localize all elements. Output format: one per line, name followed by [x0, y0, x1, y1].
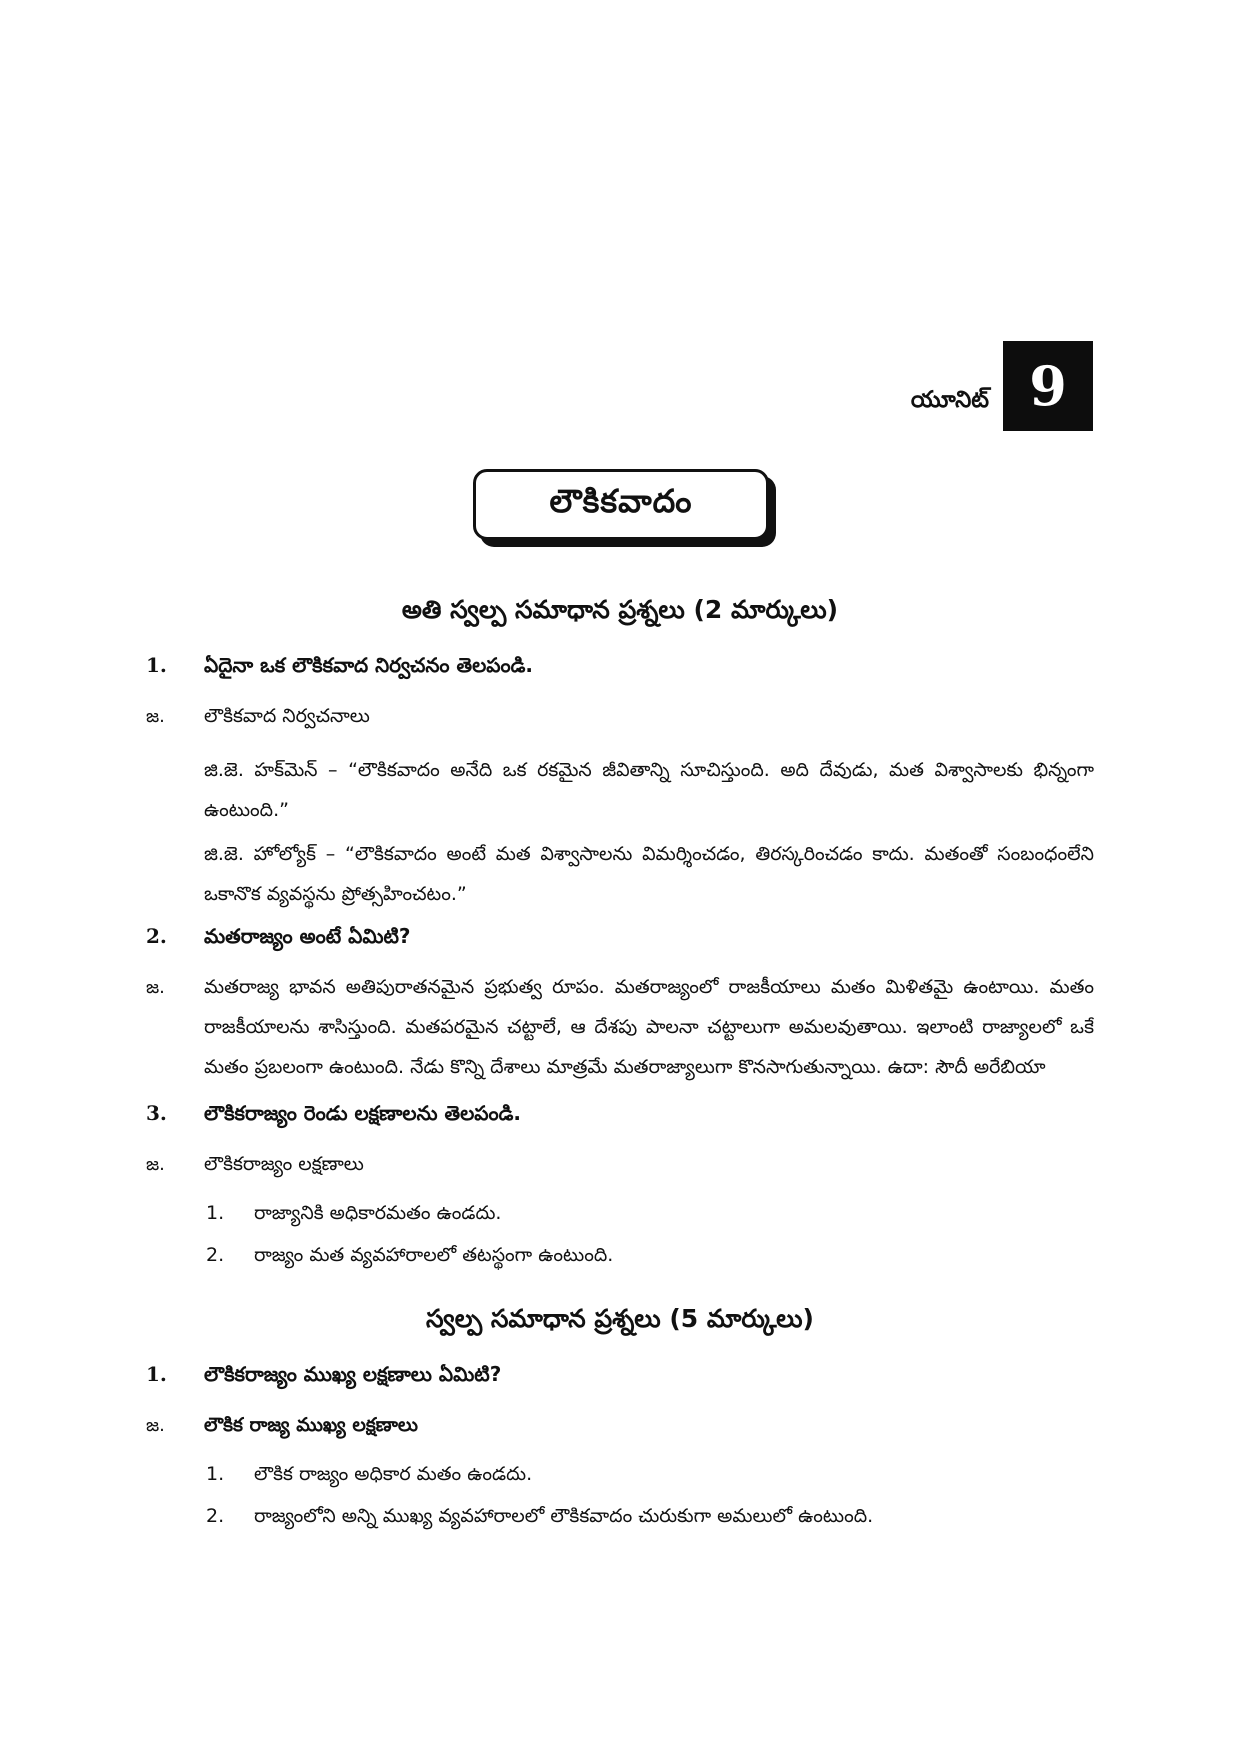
answer-marker: జ.	[146, 1415, 165, 1436]
answer-text: మతరాజ్య భావన అతిపురాతనమైన ప్రభుత్వ రూపం. మతరాజ్యంలో రాజకీయాలు మతం మిళితమై ఉంటాయి. మతం రాజకీయాలను శాసిస్తుంది. మతపరమైన చట్టాలే, ఆ దేశపు పాలనా చట్టాలుగా అమలవుతాయి. ఇలాంటి రాజ్యాలలో ఒకే మతం ప్రబలంగా ఉంటుంది. నేడు కొన్ని దేశాలు మాత్రమే మతరాజ్యాలుగా కొనసాగుతున్నాయి. ఉదా: సౌదీ అరేబియా	[204, 976, 1094, 1078]
list-item-number: 1.	[206, 1463, 225, 1485]
answer-row	[146, 967, 1094, 1087]
question-number: 3.	[146, 1101, 167, 1125]
question-number: 1.	[146, 1362, 167, 1386]
answer-marker: జ.	[146, 706, 165, 727]
question-text: లౌకికరాజ్యం ముఖ్య లక్షణాలు ఏమిటి?	[204, 1362, 502, 1386]
list-item-number: 2.	[206, 1505, 225, 1527]
question-row	[146, 924, 1094, 953]
question-number: 1.	[146, 653, 167, 677]
chapter-title: లౌకికవాదం	[549, 481, 693, 520]
question-text: మతరాజ్యం అంటే ఏమిటి?	[204, 924, 411, 948]
question-text: లౌకికరాజ్యం రెండు లక్షణాలను తెలపండి.	[204, 1101, 522, 1125]
unit-header	[911, 341, 1093, 431]
list-item-text: రాజ్యానికి అధికారమతం ఉండదు.	[254, 1202, 502, 1224]
list-item	[206, 1234, 1094, 1276]
list-item-number: 1.	[206, 1202, 225, 1224]
list-item-text: రాజ్యంలోని అన్ని ముఖ్య వ్యవహారాలలో లౌకికవాదం చురుకుగా అమలులో ఉంటుంది.	[254, 1505, 874, 1527]
answer-lead: లౌకికరాజ్యం లక్షణాలు	[204, 1153, 364, 1175]
answer-row	[146, 696, 1094, 736]
unit-label: యూనిట్	[910, 387, 989, 413]
question-text: ఏదైనా ఒక లౌకికవాద నిర్వచనం తెలపండి.	[204, 653, 534, 677]
answer-row	[146, 1405, 1094, 1445]
list-item-text: రాజ్యం మత వ్యవహారాలలో తటస్థంగా ఉంటుంది.	[254, 1244, 614, 1266]
unit-number-badge: 9	[1003, 341, 1093, 431]
question-number: 2.	[146, 924, 167, 948]
question-row	[146, 1362, 1094, 1391]
question-row	[146, 1101, 1094, 1130]
definition-holyoake: జి.జె. హోల్యోక్ – “లౌకికవాదం అంటే మత విశ్వాసాలను విమర్శించడం, తిరస్కరించడం కాదు. మతంతో సంబంధంలేని ఒకానొక వ్యవస్థను ప్రోత్సహించటం.”	[204, 843, 1094, 905]
definition-hackmen: జి.జె. హక్‌మెన్ – “లౌకికవాదం అనేది ఒక రకమైన జీవితాన్ని సూచిస్తుంది. అది దేవుడు, మత విశ్వాసాలకు భిన్నంగా ఉంటుంది.”	[204, 759, 1094, 821]
answer-lead: లౌకికవాద నిర్వచనాలు	[204, 705, 370, 727]
answer-marker: జ.	[146, 977, 165, 998]
list-item-text: లౌకిక రాజ్యం అధికార మతం ఉండదు.	[254, 1463, 533, 1485]
chapter-title-box	[473, 469, 769, 540]
list-item-number: 2.	[206, 1244, 225, 1266]
question-row	[146, 653, 1094, 682]
feature-list	[206, 1453, 1094, 1537]
answer-row	[146, 1144, 1094, 1184]
answer-lead: లౌకిక రాజ్య ముఖ్య లక్షణాలు	[204, 1414, 418, 1436]
feature-list	[206, 1192, 1094, 1276]
section-heading-short-answer-5-marks: స్వల్ప సమాధాన ప్రశ్నలు (5 మార్కులు)	[426, 1304, 814, 1333]
list-item	[206, 1495, 1094, 1537]
section-heading-short-answer-2-marks: అతి స్వల్ప సమాధాన ప్రశ్నలు (2 మార్కులు)	[401, 595, 839, 624]
answer-marker: జ.	[146, 1154, 165, 1175]
page-content	[146, 595, 1094, 1547]
list-item	[206, 1192, 1094, 1234]
list-item	[206, 1453, 1094, 1495]
